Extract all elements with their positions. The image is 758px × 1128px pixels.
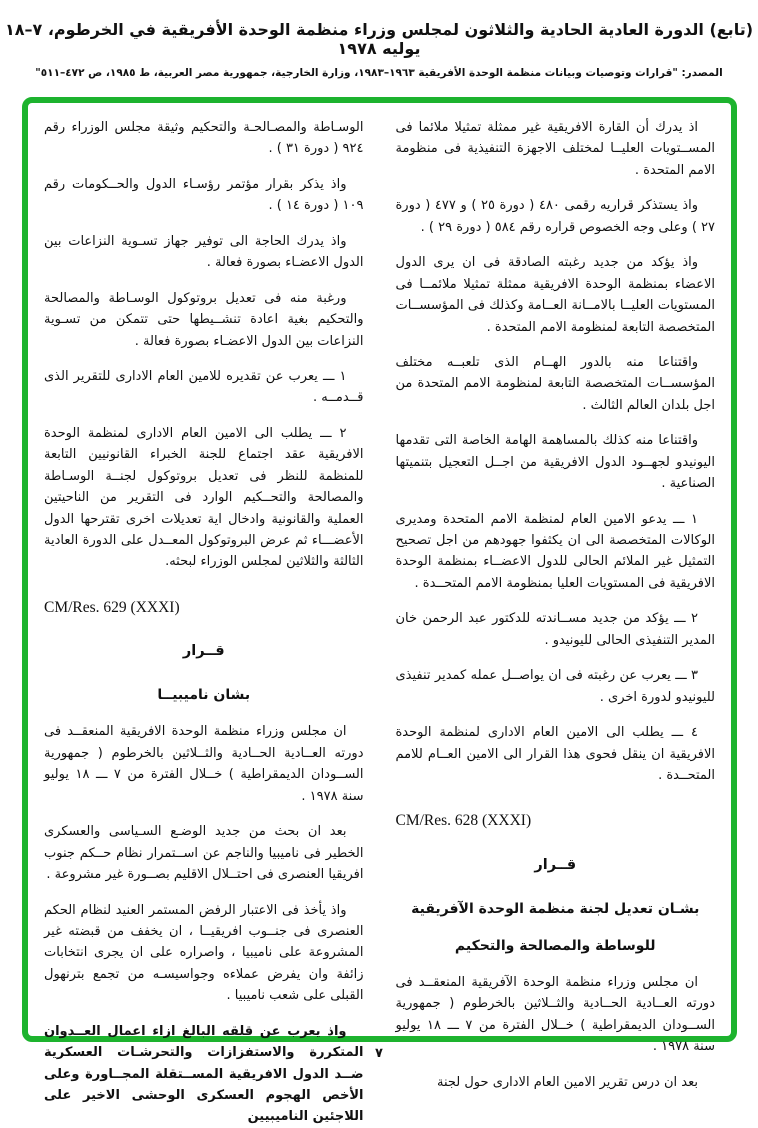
paragraph: واقتناعا منه كذلك بالمساهمة الهامة الخاصة التى تقدمها اليونيدو لجهــود الدول الافريقية من اجــل التعجيل بتنميتها الصناعية . [395,433,715,492]
paragraph: واذ يستذكر قراريه رقمى ٤٨٠ ( دورة ٢٥ ) و ٤٧٧ ( دورة ٢٧ ) وعلى وجه الخصوص قراره رقم ٥٨٤ ( دورة ٢٩ ) . [395,198,715,235]
resolution-subtitle: بشان ناميبيــا [157,687,251,704]
numbered-clause-4: ٤ ـــ يطلب الى الامين العام الادارى لمنظمة الوحدة الافريقية ان ينقل فحوى هذا القرار الى الامين العــام للامم المتحــدة . [395,725,715,783]
column-left [44,117,364,1125]
numbered-clause-3: ٣ ـــ يعرب عن رغبته فى ان يواصــل عمله كمدير تنفيذى لليونيدو لدورة اخرى . [395,668,715,705]
resolution-heading: قــرار [534,856,577,873]
page-number: ٧ [375,1046,383,1061]
paragraph: ان مجلس وزراء منظمة الوحدة الآفريقية المنعقــد فى دورته العــادية الحــادية والثــلاثين بالخرطوم ( جمهورية الســودان الديمقراطية ) خــلال الفترة من ٧ ـــ ١٨ يوليو سنة ١٩٧٨ . [395,975,715,1055]
column-right [395,117,716,1090]
paragraph: واذ يدرك الحاجة الى توفير جهاز تسـوية النزاعات بين الدول الاعضـاء بصورة فعالة . [44,233,364,271]
paragraph: بعد ان درس تقرير الامين العام الادارى حول لجنة [436,1074,698,1090]
paragraph: واقتناعا منه بالدور الهــام الذى تلعبــه مختلف المؤسســات المتخصصة التابعة لمنظومة الامم المتحدة من اجل بلدان العالم الثالث . [395,354,715,413]
numbered-clause-1: ١ ـــ يدعو الامين العام لمنظمة الامم المتحدة ومديرى الوكالات المتخصصة الى ان يكثفوا جهودهم من اجل تصحيح التمثيل غير الملائم الحالى للدول الاعضــاء بمنظمة الوحدة الافريقية فى المستويات العليا بمنظومة الامم المتحــدة . [395,511,715,591]
numbered-clause-1: ١ ـــ يعرب عن تقديره للامين العام الادارى للتقرير الذى قــدمــه . [44,368,364,406]
paragraph: ورغبة منه فى تعديل بروتوكول الوسـاطة والمصالحة والتحكيم بغية اعادة تنشــيطها حتى تتمكن من تسـوية النزاعات بين الدول الاعضـاء بصورة فعالة . [44,290,364,349]
two-column-layout [44,117,715,1125]
paragraph: واذ يؤكد من جديد رغبته الصادقة فى ان يرى الدول الاعضاء بمنظمة الوحدة الافريقية ممثلة تمثيلا ملائمــا فى المستويات العليــا بالامــانة العــامة وكذلك فى المؤسســات المتخصصة التابعة لمنظومة الامم المتحدة . [395,255,715,335]
document-frame [22,97,737,1125]
paragraph: اذ يدرك أن القارة الافريقية غير ممثلة تمثيلا ملائما فى المســتويات العليــا لمختلف الاجهزة التنفيذية فى منظومة الامم المتحدة . [395,120,715,178]
paragraph: واذ يذكر بقرار مؤتمر رؤسـاء الدول والحــكومات رقم ١٠٩ ( دورة ١٤ ) . [44,176,364,214]
paragraph: ان مجلس وزراء منظمة الوحدة الافريقية المنعقــد فى دورته العــادية الحــادية والثــلاثين بالخرطوم ( جمهورية الســودان الديمقراطية ) خــلال الفترة من ٧ ـــ ١٨ يوليو سنة ١٩٧٨ . [44,724,364,804]
numbered-clause-2: ٢ ـــ يؤكد من جديد مســاندته للدكتور عبد الرحمن خان المدير التنفيذى الحالى لليونيدو . [395,611,715,648]
resolution-subtitle: بشـان تعديل لجنة منظمة الوحدة الآفريقية [411,900,700,917]
resolution-ref-cm-res-628: CM/Res. 628 (XXXI) [395,812,532,830]
resolution-ref-cm-res-629: CM/Res. 629 (XXXI) [44,598,180,616]
paragraph: واذ يأخذ فى الاعتبار الرفض المستمر العنيد لنظام الحكم العنصرى فى جنــوب افريقيــا ، ان يخفف من قبضته غير المشروعة على ناميبيا ، واصراره على ان يجرى انتخابات زائفة وان يفرض عملاءه وجواسيسـه من تجمع بترنهول القبلى على شعب ناميبيا . [44,902,364,1004]
page-header [0,0,758,79]
paragraph: بعد ان بحث من جديد الوضـع السـياسى والعسكرى الخطير فى ناميبيا والناجم عن اســتمرار نظام حــكم جنوب افريقيا العنصرى فى احتــلال الاقليم بصــورة غير مشروعة . [44,824,364,883]
paragraph-bold: واذ يعرب عن قلقه البالغ ازاء اعمال العــدوان المتكررة والاستفزازات والتحرشـات العسكرية ضــد الدول الافريقية المســتقلة المجــاورة وعلى الأخص الهجوم العسكرى الوحشى الاخير على اللاجئين الناميبيين [44,1023,364,1125]
paragraph-continuation: الوسـاطة والمصـالحـة والتحكيم وثيقة مجلس الوزراء رقم ٩٢٤ ( دورة ٣١ ) . [44,120,364,157]
resolution-heading: قــرار [182,643,225,660]
numbered-clause-2: ٢ ـــ يطلب الى الامين العام الادارى لمنظمة الوحدة الافريقية عقد اجتماع للجنة الخبراء القانونيين التابعة للمنظمة للنظر فى تعديل بروتوكول لجنــة الوسـاطة والمصالحة والتحــكيم الوارد فى التقرير من الناحيتين العملية والقانونية وادخال اية تعديلات اخرى تقترحها الدول الأعضـــاء ثم عرض البروتوكول المعــدل على الدورة العادية الثالثة والثلاثين لمجلس الوزراء لبحثه. [44,425,364,570]
resolution-subtitle: للوساطة والمصالحة والتحكيم [454,937,656,954]
source-citation: المصدر: "قرارات وتوصيات وبيانات منظمة الوحدة الأفريقية ١٩٦٣–١٩٨٣، وزارة الخارجية، جمهورية مصر العربية، ط ١٩٨٥، ص ٤٧٢–٥١١" [35,67,723,79]
session-title: (تابع) الدورة العادية الحادية والثلاثون لمجلس وزراء منظمة الوحدة الأفريقية في الخرطوم، ٧–١٨ يوليه ١٩٧٨ [4,20,754,58]
